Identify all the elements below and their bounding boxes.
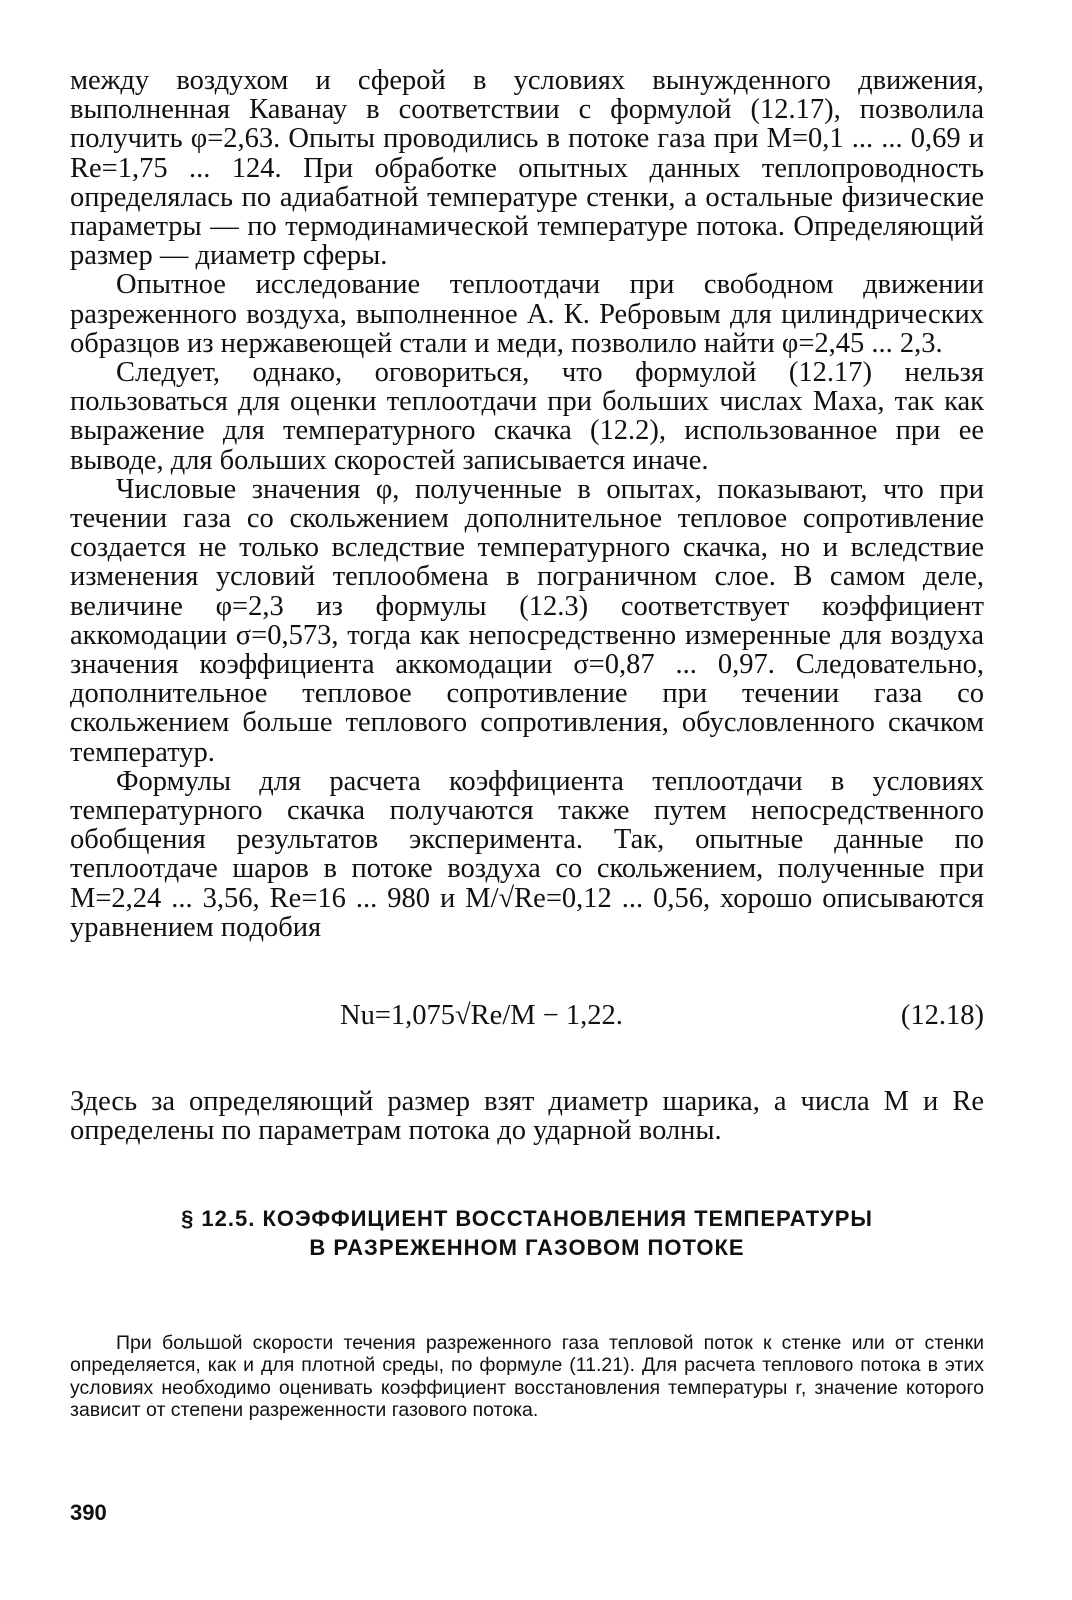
section-heading [70,1204,984,1262]
formula-number: (12.18) [900,1000,984,1032]
paragraph-section-intro: При большой скорости течения разреженного газа тепловой поток к стенке или от стенки определяется, как и для плотной среды, по формуле (11.21). Для расчета теплового потока в этих условиях необходимо оценивать коэффициент восстановления температуры r, значение которого зависит от степени разреженности газового потока. [70,1331,984,1422]
section-heading-line2: В РАЗРЕЖЕННОМ ГАЗОВОМ ПОТОКЕ [309,1234,745,1260]
section-heading-line1: § 12.5. КОЭФФИЦИЕНТ ВОССТАНОВЛЕНИЯ ТЕМПЕРАТУРЫ [181,1205,873,1231]
paragraph-formulas-generalization: Формулы для расчета коэффициента теплоотдачи в условиях температурного скачка получаются также путем непосредственного обобщения результатов эксперимента. Так, опытные данные по теплоотдаче шаров в потоке воздуха со скольжением, полученные при M=2,24 ... 3,56, Re=16 ... 980 и M/√Re=0,12 ... 0,56, хорошо описываются уравнением подобия [70,765,984,943]
page-content [70,66,984,1422]
formula-row [70,992,984,1042]
formula-12-18: Nu=1,075√Re/M − 1,22. [340,1000,623,1032]
paragraph-after-formula: Здесь за определяющий размер взят диаметр шарика, а числа M и Re определены по параметрам потока до ударной волны. [70,1086,984,1147]
paragraph-rebrov-experiment: Опытное исследование теплоотдачи при свободном движении разреженного воздуха, выполненное А. К. Ребровым для цилиндрических образцов из нержавеющей стали и меди, позволило найти φ=2,45 ... 2,3. [70,269,984,359]
paragraph-continuation: между воздухом и сферой в условиях вынужденного движения, выполненная Кавaнау в соответствии с формулой (12.17), позволила получить φ=2,63. Опыты проводились в потоке газа при M=0,1 ... ... 0,69 и Re=1,75 ... 124. При обработке опытных данных теплопроводность определялась по адиабатной температуре стенки, а остальные физические параметры — по термодинамической температуре потока. Определяющий размер — диаметр сферы. [70,65,984,272]
paragraph-phi-values: Числовые значения φ, полученные в опытах, показывают, что при течении газа со скольжением дополнительное тепловое сопротивление создается не только вследствие температурного скачка, но и вследствие изменения условий теплообмена в пограничном слое. В самом деле, величине φ=2,3 из формулы (12.3) соответствует коэффициент аккомодации σ=0,573, тогда как непосредственно измеренные для воздуха значения коэффициента аккомодации σ=0,87 ... 0,97. Следовательно, дополнительное тепловое сопротивление при течении газа со скольжением больше теплового сопротивления, обусловленного скачком температур. [70,473,984,768]
page-number: 390 [70,1500,107,1525]
paragraph-mach-limitation: Следует, однако, оговориться, что формулой (12.17) нельзя пользоваться для оценки теплоотдачи при больших числах Маха, так как выражение для температурного скачка (12.2), использованное при ее выводе, для больших скоростей записывается иначе. [70,357,984,476]
